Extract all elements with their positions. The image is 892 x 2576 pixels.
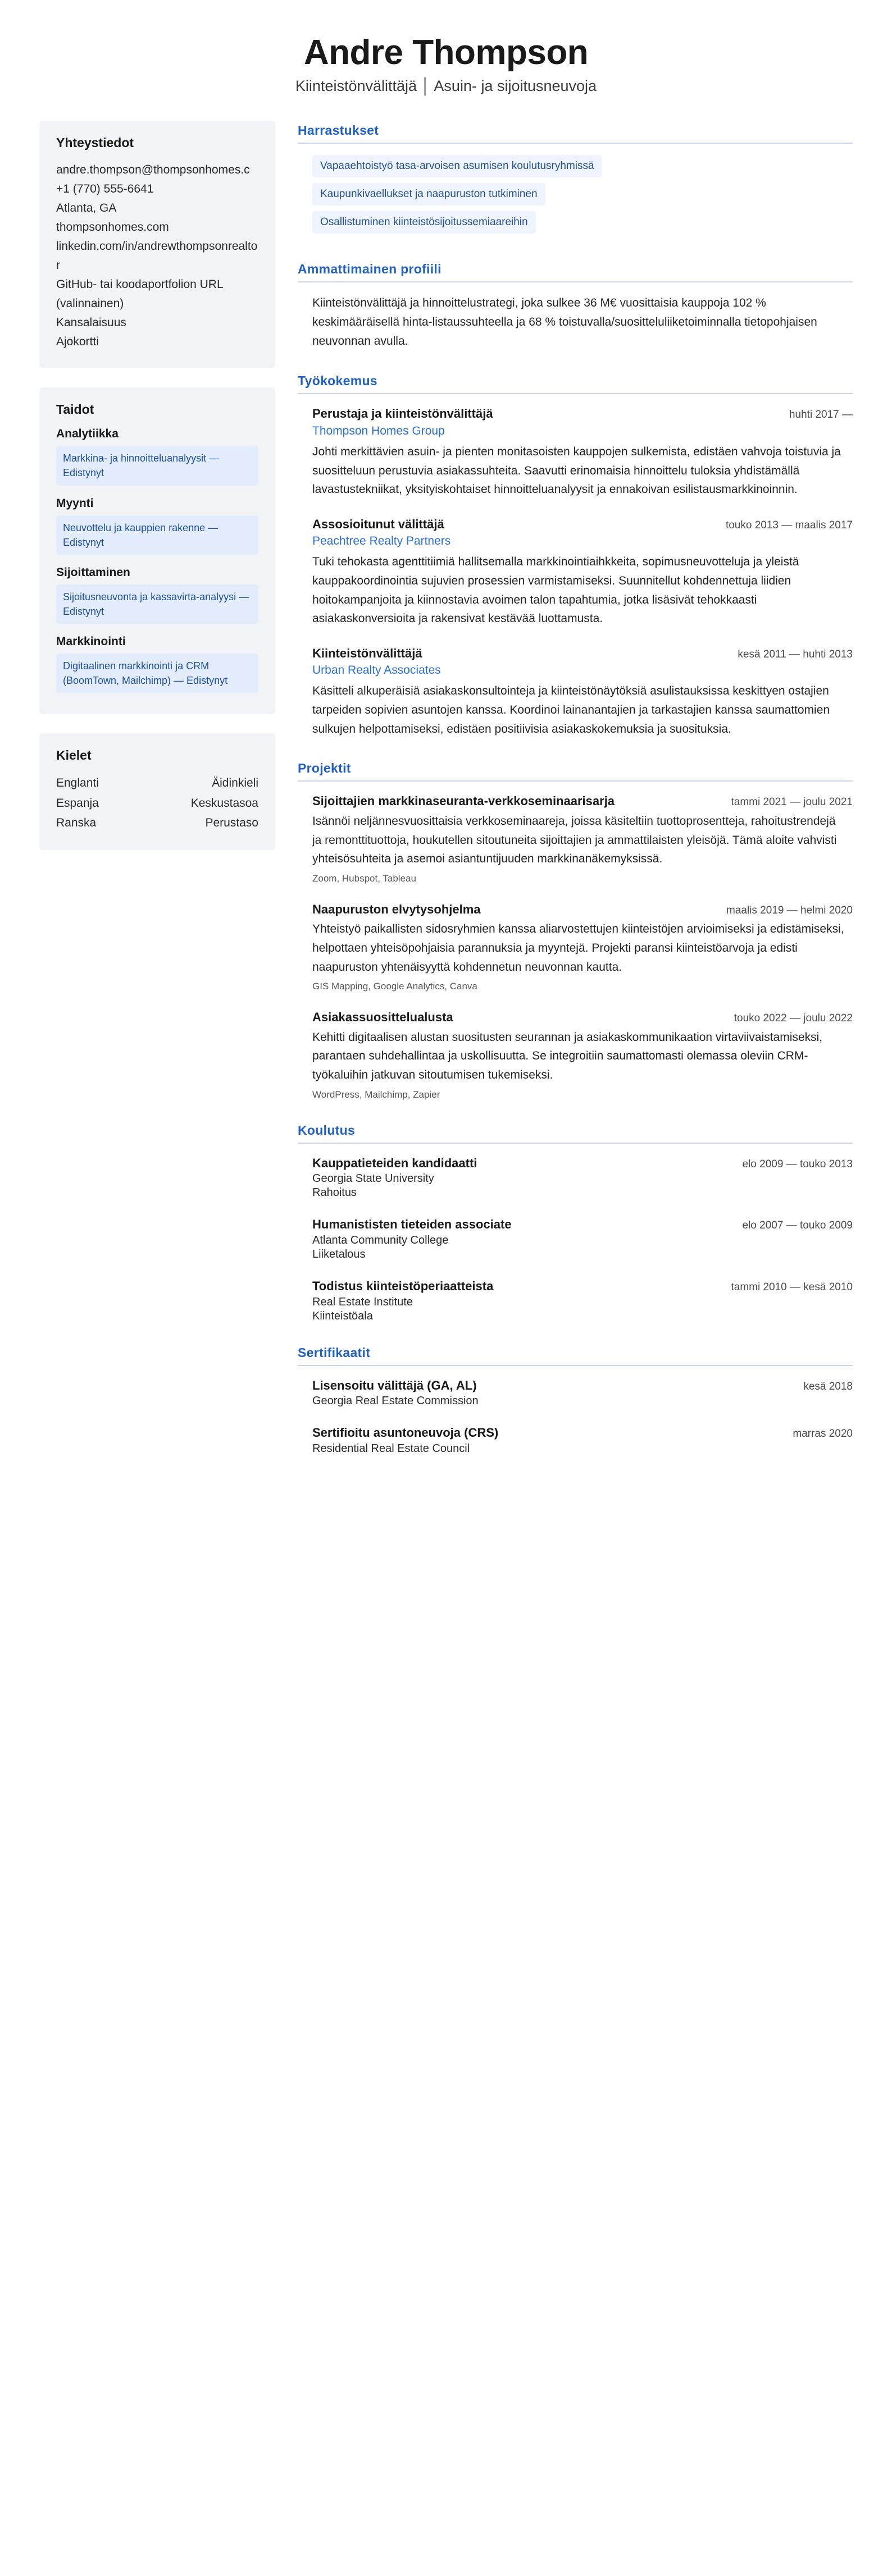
skills-card xyxy=(39,387,275,714)
contact-linkedin[interactable]: linkedin.com/in/andrewthompsonrealtor xyxy=(56,240,258,272)
section-title: Koulutus xyxy=(298,1123,853,1144)
resume-header xyxy=(39,34,853,95)
resume-body xyxy=(39,121,853,1478)
certificate-entry xyxy=(298,1377,853,1408)
interest-tag: Osallistuminen kiinteistösijoitussemiaareihin xyxy=(312,211,536,234)
education-entry xyxy=(298,1155,853,1200)
entry-title: Perustaja ja kiinteistönvälittäjä xyxy=(312,407,493,421)
entry-field: Rahoitus xyxy=(312,1186,357,1199)
contact-portfolio: GitHub- tai koodaportfolion URL (valinnainen) xyxy=(56,278,223,310)
entry-date: tammi 2021 — joulu 2021 xyxy=(731,796,853,809)
entry-org: Real Estate Institute xyxy=(312,1295,413,1308)
entry-org: Georgia Real Estate Commission xyxy=(312,1395,479,1408)
entry-description: Käsitteli alkuperäisiä asiakaskonsultointeja ja kiinteistönäytöksiä asulistauksissa keskittyen ostajien tarpeiden sopivien asuntojen kanssa. Koordinoi lainanantajien ja tarkastajien kanssa saumattomien sulkujen helpottamiseksi, edistäen positiivisia asiakaskokemuksia ja suosituksia. xyxy=(312,684,830,736)
entry-date: elo 2007 — touko 2009 xyxy=(742,1220,853,1232)
entry-date: touko 2013 — maalis 2017 xyxy=(725,519,853,531)
entry-title: Lisensoitu välittäjä (GA, AL) xyxy=(312,1378,477,1392)
entry-org: Georgia State University xyxy=(312,1172,434,1185)
skill-chip: Digitaalinen markkinointi ja CRM (BoomTown, Mailchimp) — Edistynyt xyxy=(56,654,258,693)
section-experience xyxy=(298,373,853,738)
entry-org: Peachtree Realty Partners xyxy=(312,535,451,548)
skill-group-label: Markkinointi xyxy=(56,634,126,648)
entry-date: tammi 2010 — kesä 2010 xyxy=(731,1281,853,1294)
contact-website[interactable]: thompsonhomes.com xyxy=(56,221,169,234)
entry-date: kesä 2018 xyxy=(803,1380,853,1392)
entry-title: Kauppatieteiden kandidaatti xyxy=(312,1155,477,1170)
contact-email[interactable]: andre.thompson@thompsonhomes.c xyxy=(56,163,250,177)
section-profile xyxy=(298,262,853,351)
interest-tags xyxy=(298,155,853,239)
entry-title: Sijoittajien markkinaseuranta-verkkoseminaarisarja xyxy=(312,794,615,809)
language-name: Ranska xyxy=(56,816,97,830)
project-entry xyxy=(298,1009,853,1100)
entry-date: huhti 2017 — xyxy=(789,409,853,421)
section-interests xyxy=(298,123,853,239)
contact-driving-licence: Ajokortti xyxy=(56,335,99,349)
main-content xyxy=(298,121,853,1478)
entry-date: kesä 2011 — huhti 2013 xyxy=(738,648,853,660)
entry-field: Kiinteistöala xyxy=(312,1309,373,1322)
contact-nationality: Kansalaisuus xyxy=(56,316,126,330)
entry-date: touko 2022 — joulu 2022 xyxy=(734,1012,853,1025)
skill-chip: Markkina- ja hinnoitteluanalyysit — Edistynyt xyxy=(56,446,258,485)
language-row xyxy=(56,773,258,793)
entry-date: marras 2020 xyxy=(793,1428,853,1440)
entry-org: Urban Realty Associates xyxy=(312,664,441,677)
language-level: Äidinkieli xyxy=(212,777,258,790)
entry-org: Thompson Homes Group xyxy=(312,424,445,437)
entry-title: Assosioitunut välittäjä xyxy=(312,517,444,531)
section-title: Sertifikaatit xyxy=(298,1345,853,1366)
language-name: Englanti xyxy=(56,777,99,790)
certificate-entry xyxy=(298,1424,853,1455)
skill-group-sales xyxy=(56,497,258,555)
language-name: Espanja xyxy=(56,796,99,810)
resume-subtitle: Kiinteistönvälittäjä │ Asuin- ja sijoitusneuvoja xyxy=(295,77,597,95)
skill-group-investing xyxy=(56,566,258,624)
entry-title: Sertifioitu asuntoneuvoja (CRS) xyxy=(312,1426,499,1440)
education-entry xyxy=(298,1216,853,1261)
entry-tools: Zoom, Hubspot, Tableau xyxy=(312,873,416,884)
section-certificates xyxy=(298,1345,853,1455)
entry-title: Kiinteistönvälittäjä xyxy=(312,646,422,660)
skills-card-title: Taidot xyxy=(56,402,94,417)
section-projects xyxy=(298,761,853,1100)
page-title: Andre Thompson xyxy=(303,33,589,72)
skill-group-analytics xyxy=(56,427,258,485)
entry-org: Residential Real Estate Council xyxy=(312,1442,470,1455)
project-entry xyxy=(298,793,853,884)
section-title: Työkokemus xyxy=(298,373,853,394)
entry-org: Atlanta Community College xyxy=(312,1234,449,1247)
profile-text: Kiinteistönvälittäjä ja hinnoittelustrategi, joka sulkee 36 M€ vuosittaisia kauppoja 102 % keskimääräisellä hinta-listaussuhteella ja 68 % toistuvalla/suositteluliiketoiminnalla tietopohjaisen neuvonnan avulla. xyxy=(312,296,817,348)
experience-entry xyxy=(298,645,853,738)
education-entry xyxy=(298,1278,853,1323)
contact-location: Atlanta, GA xyxy=(56,202,117,215)
entry-description: Isännöi neljännesvuosittaisia verkkoseminaareja, joissa käsiteltiin tuottoprosentteja, rahoitustrendejä ja remonttituottoja, houkutellen sitoutuneita sijoittajien ja ammattilaisten yleisöjä. Tämä aloite vahvisti yhteisösuhteita ja asemoi asiantuntijuuden markkinanäkemyksissä. xyxy=(312,814,837,866)
experience-entry xyxy=(298,516,853,628)
interest-tag: Kaupunkivaellukset ja naapuruston tutkiminen xyxy=(312,183,545,205)
section-title: Ammattimainen profiili xyxy=(298,262,853,282)
entry-title: Humanististen tieteiden associate xyxy=(312,1217,512,1232)
entry-date: elo 2009 — touko 2013 xyxy=(742,1158,853,1170)
entry-description: Yhteistyö paikallisten sidosryhmien kanssa aliarvostettujen kiinteistöjen arvioimiseksi ja edistämiseksi, helpottaen yhteisöpohjaisia parannuksia ja myyntejä. Projekti paransi kiinteistöarvoja ja edisti naapuruston yhtenäisyyttä kohdennetun neuvonnan kautta. xyxy=(312,922,844,974)
interest-tag: Vapaaehtoistyö tasa-arvoisen asumisen koulutusryhmissä xyxy=(312,155,602,177)
language-level: Keskustasoa xyxy=(190,796,258,810)
entry-title: Naapuruston elvytysohjelma xyxy=(312,902,481,916)
entry-description: Kehitti digitaalisen alustan suositusten seurannan ja asiakaskommunikaation virtaviivaistamiseksi, parantaen suhdehallintaa ja uskollisuutta. Se integroitiin saumattomasti olemassa oleviin CRM-työkaluihin jatkuvan sitoutumisen tukemiseksi. xyxy=(312,1030,823,1082)
entry-title: Asiakassuosittelualusta xyxy=(312,1010,453,1025)
skill-group-label: Sijoittaminen xyxy=(56,565,130,579)
entry-description: Johti merkittävien asuin- ja pienten monitasoisten kauppojen sulkemista, edistäen vahvoja toistuvia ja suositteluun perustuvia asiakassuhteita. Saavutti erinomaisia hinnoittelu tuloksia yhdistämällä lavastustekniikat, yksityiskohtaiset hinnoitteluanalyysit ja ennakoivan esilistausmarkkinoinnin. xyxy=(312,445,841,496)
entry-date: maalis 2019 — helmi 2020 xyxy=(726,904,853,916)
skill-group-label: Myynti xyxy=(56,496,94,510)
languages-card-title: Kielet xyxy=(56,748,92,763)
languages-card xyxy=(39,733,275,850)
contact-phone: +1 (770) 555-6641 xyxy=(56,182,154,196)
section-education xyxy=(298,1123,853,1323)
section-title: Projektit xyxy=(298,761,853,782)
contact-card xyxy=(39,121,275,368)
entry-tools: GIS Mapping, Google Analytics, Canva xyxy=(312,981,477,992)
project-entry xyxy=(298,901,853,992)
entry-field: Liiketalous xyxy=(312,1248,366,1261)
skill-chip: Sijoitusneuvonta ja kassavirta-analyysi — Edistynyt xyxy=(56,584,258,624)
entry-description: Tuki tehokasta agenttitiimiä hallitsemalla markkinointiaihkkeita, sopimusneuvotteluja ja yleistä kauppakoordinointia sujuvien prosessien varmistamiseksi. Suunnitellut kohdennettuja liidien hoitokampanjoita ja kiinnostavia avoimen talon tapahtumia, jotka lisäsivät tehokkaasti asiakaskonversioita ja rakensivat kestävää luottamusta. xyxy=(312,555,799,625)
entry-tools: WordPress, Mailchimp, Zapier xyxy=(312,1089,440,1100)
language-row xyxy=(56,793,258,814)
section-title: Harrastukset xyxy=(298,123,853,144)
experience-entry xyxy=(298,405,853,499)
language-level: Perustaso xyxy=(205,816,258,830)
skill-group-label: Analytiikka xyxy=(56,427,119,441)
entry-title: Todistus kiinteistöperiaatteista xyxy=(312,1279,494,1294)
language-row xyxy=(56,813,258,833)
sidebar xyxy=(39,121,275,869)
skill-chip: Neuvottelu ja kauppien rakenne — Edistynyt xyxy=(56,515,258,555)
contact-card-title: Yhteystiedot xyxy=(56,135,134,150)
skill-group-marketing xyxy=(56,635,258,693)
